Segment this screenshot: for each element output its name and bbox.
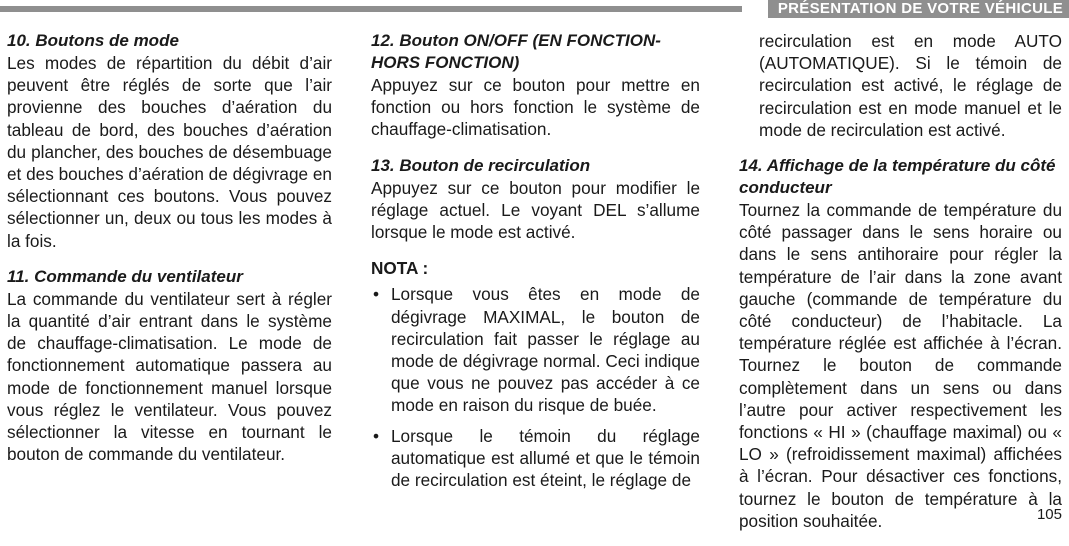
section-10-body: Les modes de répartition du débit d’air peuvent être réglés de sorte que l’air provienne des bouches d’aération du tableau de bord, des bouches d’aération du plancher, des bouches de désembuage et des bouches d’aération de dégivrage en sélectionnant ces boutons. Vous pouvez sélectionner un, deux ou tous les modes à la fois. xyxy=(7,53,332,251)
section-12-body: Appuyez sur ce bouton pour mettre en fonction ou hors fonction le système de chauffage-climatisation. xyxy=(371,75,700,140)
section-12 xyxy=(371,30,700,141)
nota-item-1-text: Lorsque vous êtes en mode de dégivrage MAXIMAL, le bouton de recirculation fait passer le réglage au mode de dégivrage normal. Ceci indique que vous ne pouvez pas accéder à ce mode en raison du risque de buée. xyxy=(391,284,700,416)
section-11-title: 11. Commande du ventilateur xyxy=(7,266,243,286)
section-14-body: Tournez la commande de température du côté passager dans le sens horaire ou dans le sens antihoraire pour régler la température de l’air dans la zone avant gauche (commande de température du côté conducteur) de l’habitacle. La température réglée est affichée à l’écran. Tournez le bouton de commande complètement dans un sens ou dans l’autre pour activer respectivement les fonctions « HI » (chauffage maximal) ou « LO » (refroidissement maximal) affichées à l’écran. Pour désactiver ces fonctions, tournez le bouton de température à la position souhaitée. xyxy=(739,200,1062,531)
bullet-icon: • xyxy=(373,425,380,446)
column-1 xyxy=(7,30,332,479)
nota-item-2-continued-text: recirculation est en mode AUTO (AUTOMATIQUE). Si le témoin de recirculation est activé, le réglage de recirculation est en mode manuel et le mode de recirculation est activé. xyxy=(759,31,1062,140)
section-14 xyxy=(739,155,1062,532)
nota-item-2 xyxy=(371,425,700,492)
nota-label: NOTA : xyxy=(371,258,429,279)
section-10 xyxy=(7,30,332,252)
column-2 xyxy=(371,30,700,499)
nota-item-1 xyxy=(371,283,700,416)
section-10-title: 10. Boutons de mode xyxy=(7,31,179,50)
page-number: 105 xyxy=(1036,506,1062,523)
nota-item-2-text: Lorsque le témoin du réglage automatique est allumé et que le témoin de recirculation est éteint, le réglage de xyxy=(391,425,700,491)
section-13-title: 13. Bouton de recirculation xyxy=(371,155,591,175)
section-12-title: 12. Bouton ON/OFF (EN FONCTION-HORS FONCTION) xyxy=(371,31,661,72)
section-11 xyxy=(7,266,332,466)
column-3 xyxy=(739,30,1062,546)
nota-item-2-continued xyxy=(739,30,1062,141)
section-11-body: La commande du ventilateur sert à régler la quantité d’air entrant dans le système de chauffage-climatisation. Le mode de fonctionnement automatique passera au mode de fonctionnement manuel lorsque vous réglez le ventilateur. Vous pouvez sélectionner la vitesse en tournant le bouton de commande du ventilateur. xyxy=(7,288,332,465)
section-13 xyxy=(371,155,700,244)
nota-list xyxy=(371,283,700,491)
header-rule xyxy=(0,6,742,12)
page-header xyxy=(0,0,1069,18)
section-13-body: Appuyez sur ce bouton pour modifier le réglage actuel. Le voyant DEL s’allume lorsque le mode est activé. xyxy=(371,177,700,243)
bullet-icon: • xyxy=(373,284,380,305)
header-title: PRÉSENTATION DE VOTRE VÉHICULE xyxy=(768,0,1069,18)
section-14-title: 14. Affichage de la température du côté conducteur xyxy=(739,156,1056,198)
